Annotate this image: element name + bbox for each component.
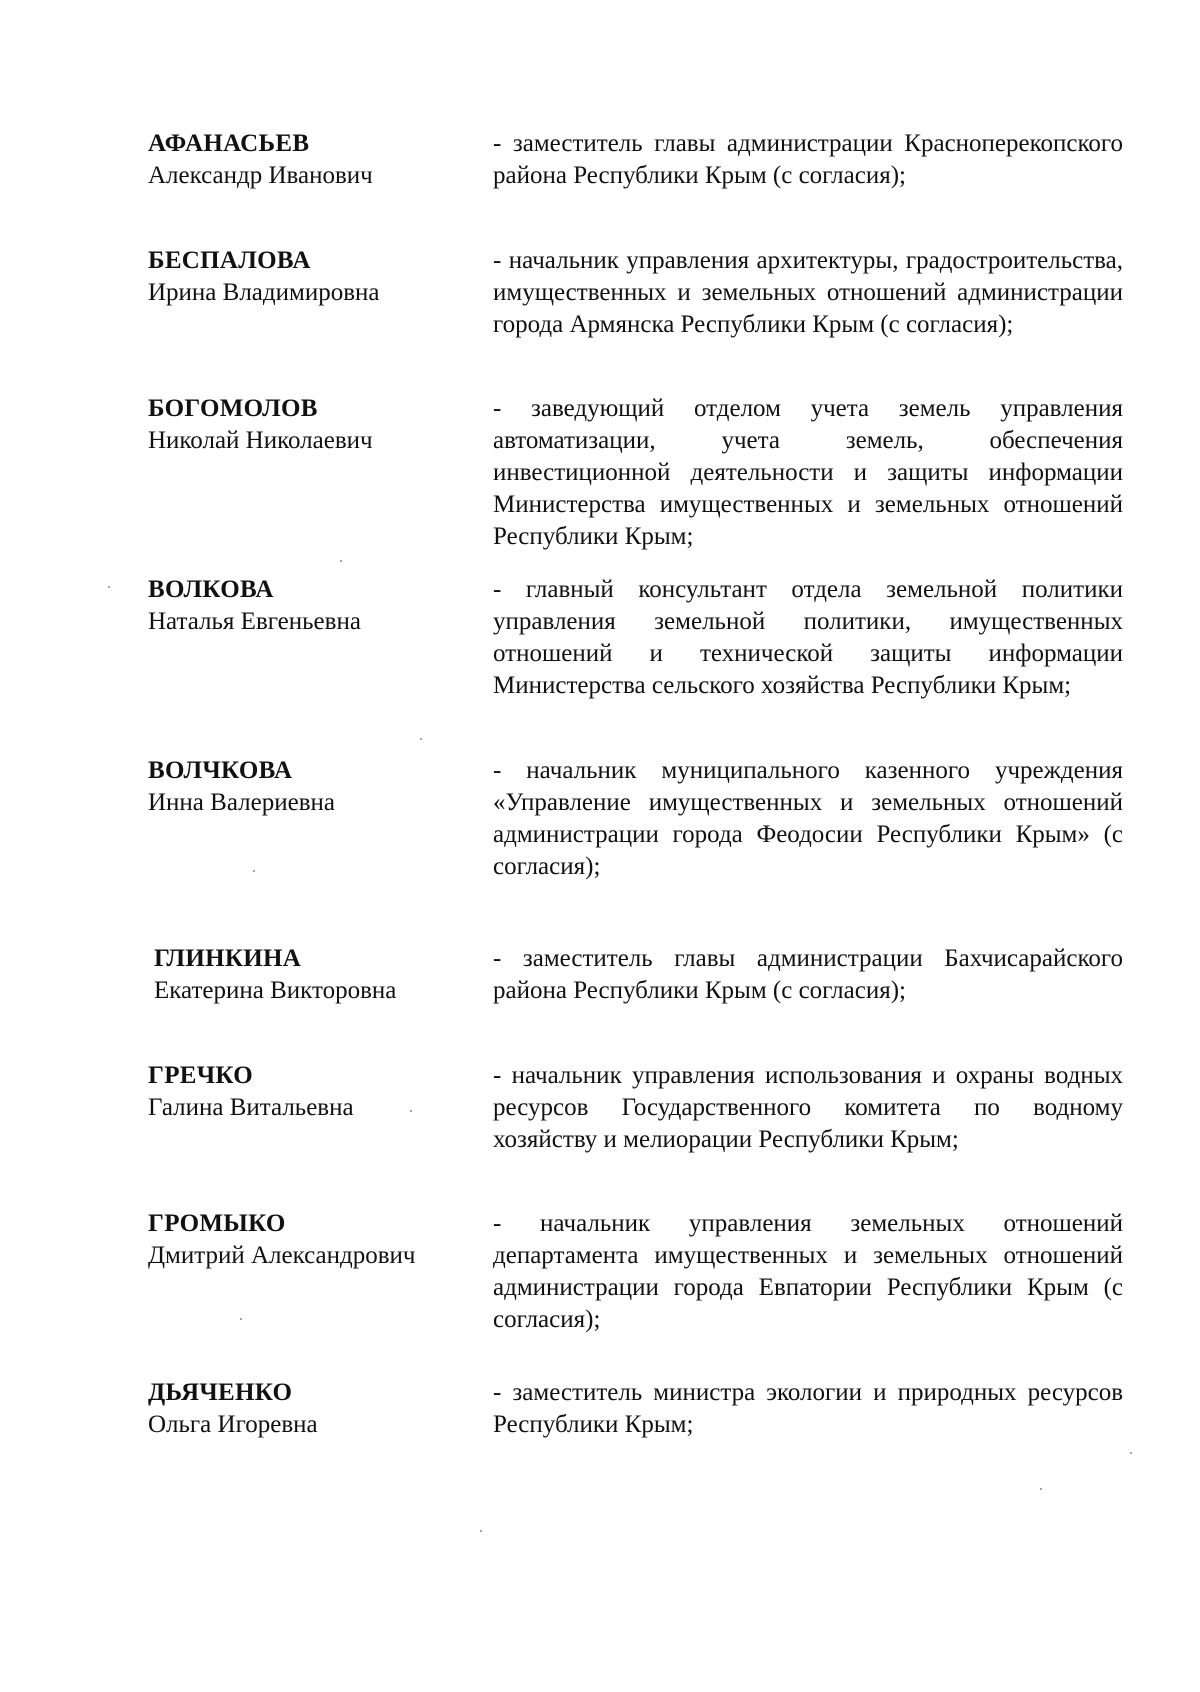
member-role: - начальник муниципального казенного учреждения «Управление имущественных и земельных отношений администрации города Феодосии Республики Крым» (с согласия);	[493, 757, 1123, 880]
member-surname: ГРОМЫКО	[148, 1210, 286, 1237]
member-given-name: Екатерина Викторовна	[154, 977, 397, 1004]
member-given-name: Николай Николаевич	[148, 427, 373, 454]
member-role: - начальник управления земельных отношений департамента имущественных и земельных отношений администрации города Евпатории Республики Крым (с согласия);	[493, 1210, 1123, 1333]
member-surname: ГЛИНКИНА	[154, 945, 302, 972]
member-role: - заместитель главы администрации Бахчисарайского района Республики Крым (с согласия);	[493, 945, 1123, 1004]
member-name	[148, 1377, 448, 1441]
member-role: - заместитель министра экологии и природных ресурсов Республики Крым;	[493, 1379, 1123, 1438]
member-given-name: Ольга Игоревна	[148, 1411, 318, 1438]
scan-speck	[480, 1530, 482, 1532]
scan-speck	[340, 560, 342, 562]
member-surname: ГРЕЧКО	[148, 1062, 253, 1089]
scan-speck	[1130, 1452, 1132, 1454]
member-name	[148, 1060, 448, 1124]
member-surname: БЕСПАЛОВА	[148, 247, 311, 274]
member-given-name: Ирина Владимировна	[148, 279, 380, 306]
member-name	[148, 574, 448, 638]
member-surname: ДЬЯЧЕНКО	[148, 1379, 293, 1406]
scan-speck	[1040, 1488, 1042, 1490]
member-surname: ВОЛКОВА	[148, 576, 274, 603]
member-given-name: Наталья Евгеньевна	[148, 608, 361, 635]
member-role: - начальник управления архитектуры, градостроительства, имущественных и земельных отношений администрации города Армянска Республики Крым (с согласия);	[493, 247, 1123, 338]
scan-speck	[420, 738, 422, 740]
member-given-name: Дмитрий Александрович	[148, 1242, 416, 1269]
member-given-name: Инна Валериевна	[148, 789, 335, 816]
member-surname: АФАНАСЬЕВ	[148, 130, 310, 157]
member-name	[148, 245, 448, 309]
scan-speck	[410, 1110, 412, 1112]
scan-speck	[108, 586, 110, 588]
member-given-name: Галина Витальевна	[148, 1094, 354, 1121]
member-name	[148, 393, 448, 457]
member-name	[148, 755, 448, 819]
member-name	[148, 128, 448, 192]
member-name	[154, 943, 454, 1007]
scan-speck	[240, 1318, 242, 1320]
member-surname: БОГОМОЛОВ	[148, 395, 318, 422]
member-given-name: Александр Иванович	[148, 162, 373, 189]
member-role: - заведующий отделом учета земель управления автоматизации, учета земель, обеспечения инвестиционной деятельности и защиты информации Министерства имущественных и земельных отношений Республики Крым;	[493, 395, 1123, 550]
member-surname: ВОЛЧКОВА	[148, 757, 293, 784]
member-role: - начальник управления использования и охраны водных ресурсов Государственного комитета по водному хозяйству и мелиорации Республики Крым;	[493, 1062, 1123, 1153]
member-role: - главный консультант отдела земельной политики управления земельной политики, имущественных отношений и технической защиты информации Министерства сельского хозяйства Республики Крым;	[493, 576, 1123, 699]
member-role: - заместитель главы администрации Красноперекопского района Республики Крым (с согласия);	[493, 130, 1123, 189]
scan-speck	[253, 870, 255, 872]
member-name	[148, 1208, 448, 1272]
